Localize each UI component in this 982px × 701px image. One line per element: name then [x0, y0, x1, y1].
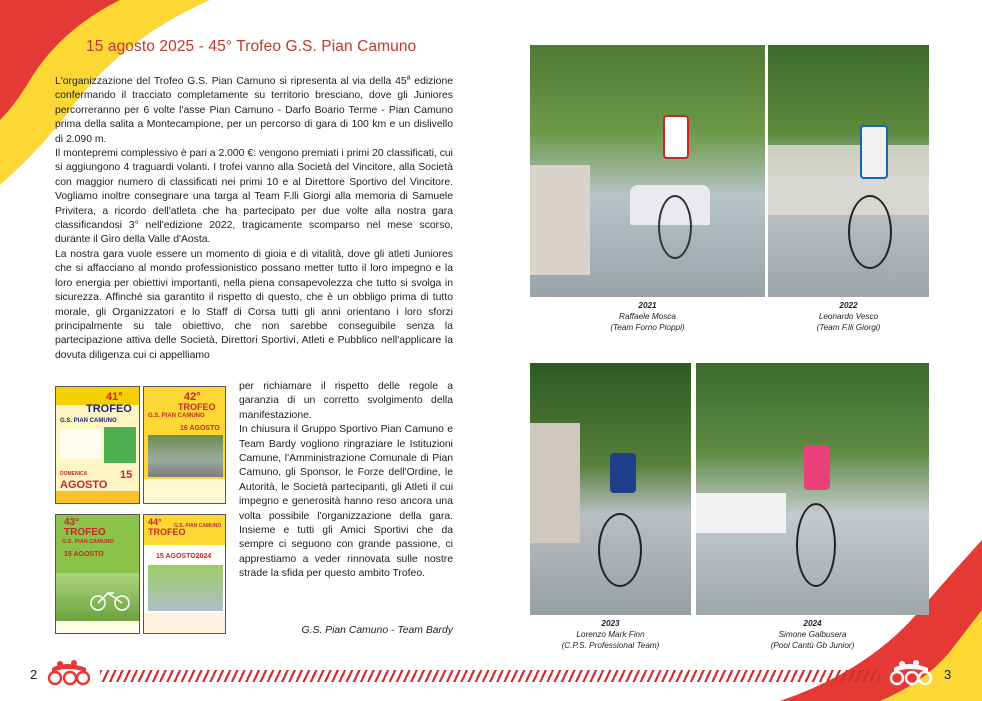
poster-41-name: TROFEO [86, 403, 132, 415]
cyclists-logo-icon-right [888, 658, 934, 686]
caption-2023-name: Lorenzo Mark Finn [576, 630, 645, 639]
poster-42-name: TROFEO [178, 402, 216, 412]
poster-41-month: AGOSTO [60, 479, 108, 491]
poster-41-edition: 41° [106, 391, 123, 403]
poster-43-edition: 43° [64, 517, 80, 528]
caption-2022-name: Leonardo Vesco [818, 312, 879, 321]
page-title: 15 agosto 2025 - 45° Trofeo G.S. Pian Camuno [86, 38, 417, 55]
caption-2024 [730, 618, 895, 651]
caption-2021 [560, 300, 735, 333]
poster-44 [143, 514, 226, 634]
paragraph-2: Il montepremi complessivo è pari a 2.000 €: vengono premiati i primi 20 classificati, cui si aggiungono 4 traguardi volanti. I trofei vanno alla Società del Vincitore, alla Società con maggior numero di classificati nei primi 10 e al Direttore Sportivo del Vincitore. Vogliamo inoltre consegnare una targa al Team F.lli Giorgi alla memoria di Samuele Privitera, a ricordo dell'atleta che ha partecipato per due volte alla nostra gara classificandosi 3° nell'edizione 2022, tragicamente scomparso nel mese scorso, durante il Giro della Valle d'Aosta. [55, 148, 453, 246]
poster-44-club: G.S. PIAN CAMUNO [174, 523, 222, 529]
caption-2022-team: (Team F.lli Giorgi) [816, 323, 881, 332]
caption-2024-team: (Pool Cantù Gb Junior) [770, 641, 855, 650]
article-body-continued [239, 380, 453, 582]
poster-42-club: G.S. PIAN CAMUNO [148, 413, 205, 419]
poster-44-edition: 44° [148, 517, 162, 527]
poster-43-club: G.S. PIAN CAMUNO [62, 539, 114, 545]
caption-2023 [530, 618, 691, 651]
poster-43-name: TROFEO [64, 527, 106, 538]
article-body [55, 75, 453, 363]
paragraph-3-continued: per richiamare il rispetto delle regole a garanzia di un corretto svolgimento della manifestazione. [239, 381, 453, 421]
caption-2023-year: 2023 [601, 619, 620, 628]
signature: G.S. Pian Camuno - Team Bardy [301, 625, 453, 636]
caption-2021-year: 2021 [638, 301, 657, 310]
photo-2023-winner [530, 363, 691, 615]
poster-42-date: 16 AGOSTO [180, 425, 220, 432]
caption-2024-year: 2024 [803, 619, 822, 628]
photo-2024-winner [696, 363, 929, 615]
poster-41 [55, 386, 140, 504]
caption-2022 [768, 300, 929, 333]
photo-2022-winner [768, 45, 929, 297]
page-number-right: 3 [944, 667, 952, 682]
paragraph-1: L'organizzazione del Trofeo G.S. Pian Camuno si ripresenta al via della 45$^a$ edizione confermando il tracciato completamente su territorio bresciano, dove gli Juniores percorreranno per 6 volte l'asse Pian Camuno - Darfo Boario Terme - Pian Camuno prima della salita a Montecampione, per un percorso di gara di 100 km e un dislivello di 2.090 m. [55, 74, 453, 145]
poster-43-date: 15 AGOSTO [64, 551, 104, 558]
poster-41-club: G.S. PIAN CAMUNO [60, 418, 117, 424]
caption-2023-team: (C.P.S. Professional Team) [561, 641, 660, 650]
poster-42-edition: 42° [184, 391, 201, 403]
poster-41-date: 15 [120, 469, 133, 481]
poster-44-date: 15 AGOSTO2024 [156, 553, 212, 560]
paragraph-3: La nostra gara vuole essere un momento di gioia e di vitalità, dove gli atleti Juniores che si affacciano al mondo professionistico possano metter tutto il loro impegno e la loro energia per obiettivi importanti, nella piena consapevolezza che tutto si svolga in sicurezza. Affinché sia garantito il rispetto di questo, che è un obbligo prima di tutto morale, gli Organizzatori e lo Staff di Corsa tutti gli anni orientano i loro sforzi principalmente su tale obiettivo, che non sarebbe conseguibile senza la partecipazione attiva delle Società, Direttori Sportivi, Atleti e Pubblico nell'applicare la dovuta diligenza cui ci appelliamo [55, 248, 453, 361]
poster-42 [143, 386, 226, 504]
caption-2024-name: Simone Galbusera [778, 630, 847, 639]
page-number-left: 2 [30, 667, 38, 682]
photo-2021-winner [530, 45, 765, 297]
caption-2021-name: Raffaele Mosca [619, 312, 676, 321]
caption-2022-year: 2022 [839, 301, 858, 310]
poster-43 [55, 514, 140, 634]
poster-44-name: TROFEO [148, 527, 186, 537]
paragraph-4: In chiusura il Gruppo Sportivo Pian Camuno e Team Bardy vogliono ringraziare le Istituzioni Camune, l'Amministrazione Comunale di Pian Camuno, gli Sponsor, le Forze dell'Ordine, le Autorità, le Società partecipanti, gli Atleti il cui impegno e generosità hanno reso ancora una volta possibile l'organizzazione della gara. Insieme e tutti gli Amici Sportivi che da sempre ci seguono con grande passione, ci apprestiamo a veder rinnovata sulle nostre strade la sfida per questo ambito Trofeo. [239, 424, 453, 580]
footer-stripe-divider [100, 670, 880, 682]
poster-41-day: DOMENICA [60, 471, 88, 477]
caption-2021-team: (Team Forno Pioppi) [610, 323, 685, 332]
cyclists-logo-icon [46, 658, 92, 686]
